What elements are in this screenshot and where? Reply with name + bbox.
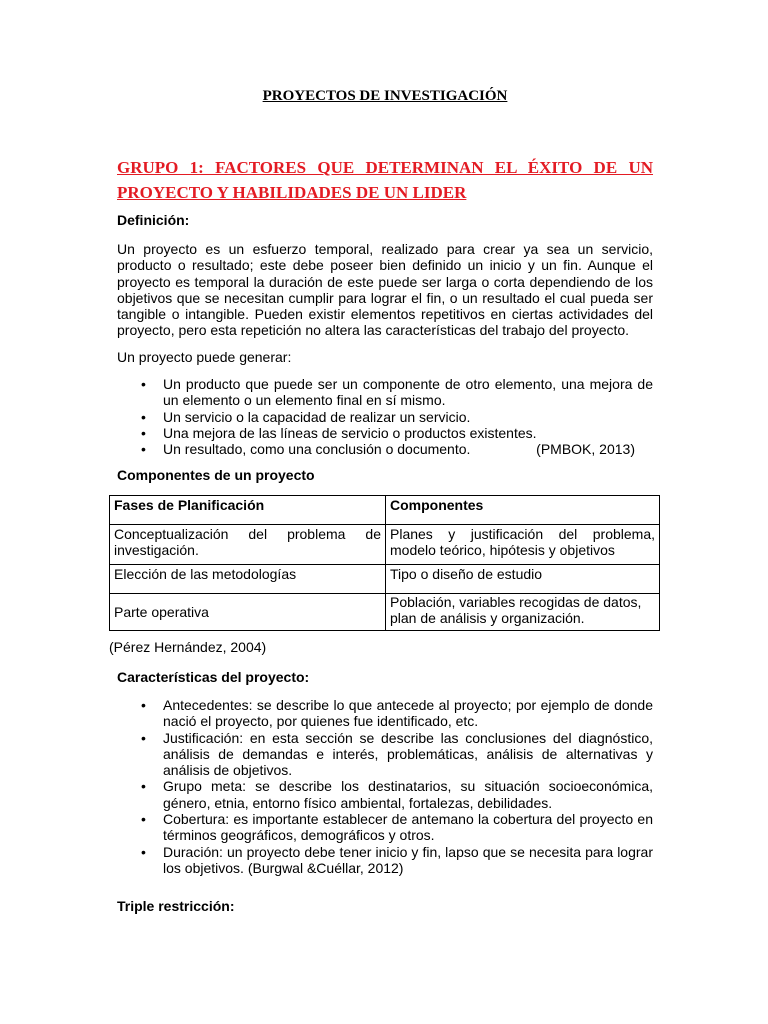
- puede-generar-list: [117, 376, 653, 457]
- column-header: Fases de Planificación: [110, 496, 386, 525]
- table-cell: Conceptualización del problema de investigación.: [110, 525, 386, 565]
- burgwal-citation: (Burgwal &Cuéllar, 2012): [247, 859, 404, 876]
- list-item: • Un servicio o la capacidad de realizar un servicio.: [141, 408, 471, 425]
- bullet-icon: •: [141, 729, 146, 746]
- bullet-icon: •: [141, 376, 146, 392]
- table-cell: Planes y justificación del problema, modelo teórico, hipótesis y objetivos: [386, 525, 660, 565]
- list-item: • Justificación: en esta sección se describe las conclusiones del diagnóstico, análisis de demandas e interés, problemáticas, análisis de alternativas y análisis de objetivos.: [141, 729, 653, 779]
- componentes-heading: Componentes de un proyecto: [117, 467, 315, 483]
- bullet-icon: •: [141, 408, 146, 425]
- table-cell: Población, variables recogidas de datos, plan de análisis y organización.: [386, 594, 660, 631]
- definicion-heading: Definición:: [117, 212, 190, 228]
- bullet-icon: •: [141, 778, 146, 795]
- list-item: • Antecedentes: se describe lo que antecede al proyecto; por ejemplo de donde nació el proyecto, por quienes fue identificado, etc.: [141, 697, 653, 730]
- list-item: • Grupo meta: se describe los destinatarios, su situación socioeconómica, género, etnia, entorno físico ambiental, fortalezas, debilidades.: [141, 778, 653, 811]
- table-citation: (Pérez Hernández, 2004): [109, 639, 267, 655]
- triple-restriccion-heading: Triple restricción:: [117, 898, 235, 914]
- list-item: • Un resultado, como una conclusión o documento. (PMBOK, 2013): [141, 441, 635, 458]
- list-item: • Un producto que puede ser un componente de otro elemento, una mejora de un elemento o un elemento final en sí mismo.: [141, 376, 653, 409]
- bullet-icon: •: [141, 843, 146, 860]
- pmbok-citation: (PMBOK, 2013): [536, 441, 635, 458]
- table-row: [110, 594, 660, 631]
- caracteristicas-list: [117, 697, 653, 876]
- table-header-row: [110, 496, 660, 525]
- list-item: • Duración: un proyecto debe tener inicio y fin, lapso que se necesita para lograr los objetivos. (Burgwal &Cuéllar, 2012): [141, 843, 653, 876]
- table-cell: Tipo o diseño de estudio: [386, 565, 660, 594]
- bullet-icon: •: [141, 811, 146, 828]
- caracteristicas-heading: Características del proyecto:: [117, 669, 310, 685]
- group-title: GRUPO 1: FACTORES QUE DETERMINAN EL ÉXITO DE UN PROYECTO Y HABILIDADES DE UN LIDER: [117, 158, 653, 202]
- list-item: • Cobertura: es importante establecer de antemano la cobertura del proyecto en términos geográficos, demográficos y otros.: [141, 811, 653, 844]
- bullet-icon: •: [141, 697, 146, 713]
- table-cell: Elección de las metodologías: [110, 565, 386, 594]
- column-header: Componentes: [386, 496, 660, 525]
- definicion-paragraph: Un proyecto es un esfuerzo temporal, realizado para crear ya sea un servicio, producto o resultado; este debe poseer bien definido un inicio y un fin. Aunque el proyecto es temporal la duración de este puede ser larga o corta dependiendo de los objetivos que se necesitan cumplir para lograr el fin, o un resultado el cual pueda ser tangible o intangible. Pueden existir elementos repetitivos en ciertas actividades del proyecto, pero esta repetición no altera las características del trabajo del proyecto.: [117, 241, 653, 339]
- list-item: • Una mejora de las líneas de servicio o productos existentes.: [141, 424, 537, 441]
- document-title: PROYECTOS DE INVESTIGACIÓN: [262, 88, 508, 104]
- puede-generar-intro: Un proyecto puede generar:: [117, 349, 292, 365]
- componentes-table: [109, 495, 660, 631]
- table-cell: Parte operativa: [110, 594, 386, 631]
- bullet-icon: •: [141, 424, 146, 441]
- table-row: [110, 565, 660, 594]
- bullet-icon: •: [141, 441, 146, 458]
- table-row: [110, 525, 660, 565]
